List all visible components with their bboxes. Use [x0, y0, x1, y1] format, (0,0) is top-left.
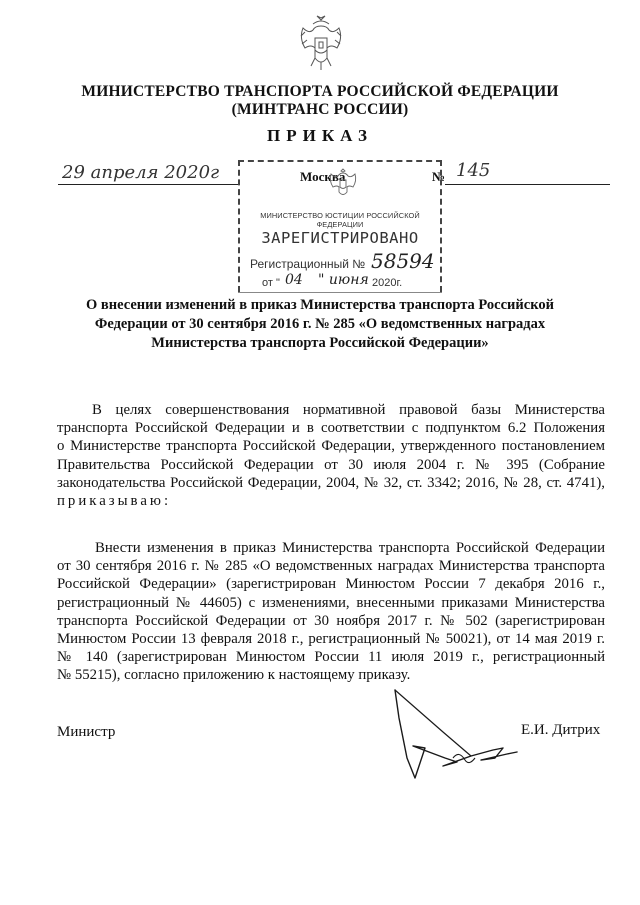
paragraph-line: транспорта Российской Федерации от 30 ноября 2017 г. № 502 (зарегистрирован — [57, 612, 605, 629]
order-heading: ПРИКАЗ — [267, 126, 373, 145]
signatory-name: Е.И. Дитрих — [521, 722, 601, 738]
stamp-date-prefix: от " — [262, 277, 280, 289]
coat-of-arms-emblem — [293, 14, 349, 74]
city-label: Москва — [300, 169, 346, 184]
stamp-border — [238, 160, 442, 164]
stamp-regnum-value: 58594 — [371, 249, 435, 273]
stamp-border — [238, 292, 442, 295]
ministry-name: МИНИСТЕРСТВО ТРАНСПОРТА РОССИЙСКОЙ ФЕДЕРАЦИИ — [81, 83, 559, 100]
title-line: Федерации от 30 сентября 2016 г. № 285 «О ведомственных наградах — [94, 316, 546, 332]
paragraph-line: Правительства Российской Федерации от 30 июля 2004 г. № 395 (Собрание — [57, 456, 605, 473]
ministry-short-name: (МИНТРАНС РОССИИ) — [231, 101, 409, 118]
order-paragraph — [57, 539, 605, 685]
stamp-ministry-name: МИНИСТЕРСТВО ЮСТИЦИИ РОССИЙСКОЙ ФЕДЕРАЦИИ — [260, 211, 420, 229]
paragraph-line: № 55215), согласно приложению к настоящему приказу. — [57, 667, 411, 684]
stamp-date-day: 04 — [285, 272, 303, 288]
title-line: Министерства транспорта Российской Федерации» — [151, 335, 489, 351]
stamp-regnum-label: Регистрационный № — [250, 257, 366, 271]
paragraph-line: от 30 сентября 2016 г. № 285 «О ведомственных наградах Министерства транспорта — [57, 558, 605, 575]
stamp-eagle-icon — [326, 168, 360, 198]
date-underline — [58, 184, 238, 185]
handwritten-date: 29 апреля 2020г — [62, 162, 220, 183]
paragraph-line: транспорта Российской Федерации и в соответствии с подпунктом 6.2 Положения — [57, 420, 605, 437]
preamble-paragraph — [57, 401, 605, 510]
stamp-date-year: 2020г. — [372, 277, 403, 289]
paragraph-line: № 140 (зарегистрирован Минюстом России 11 июля 2019 г., регистрационный — [57, 649, 605, 666]
paragraph-line: о Министерстве транспорта Российской Федерации, утвержденного постановлением — [57, 438, 605, 455]
paragraph-line: регистрационный № 44605) с изменениями, внесенными приказами Министерства — [57, 594, 605, 611]
order-word: приказываю: — [57, 493, 172, 510]
stamp-date-month: " июня — [318, 272, 369, 288]
document-title — [60, 296, 580, 353]
paragraph-line: законодательства Российской Федерации, 2004, № 32, ст. 3342; 2016, № 28, ст. 4741), — [57, 474, 605, 491]
paragraph-line: Внести изменения в приказ Министерства транспорта Российской Федерации — [95, 540, 605, 556]
signatory-position: Министр — [57, 724, 116, 740]
stamp-registered-label: ЗАРЕГИСТРИРОВАНО — [261, 229, 419, 247]
stamp-border — [440, 160, 445, 292]
handwritten-order-number: 145 — [456, 160, 491, 181]
title-line: О внесении изменений в приказ Министерства транспорта Российской — [86, 297, 554, 313]
paragraph-line: Российской Федерации» (зарегистрирован Минюстом России 7 декабря 2016 г., — [57, 576, 605, 593]
paragraph-line: Минюстом России 13 февраля 2018 г., регистрационный № 50021), от 14 мая 2019 г. — [57, 631, 605, 648]
handwritten-signature — [385, 688, 525, 788]
number-underline — [445, 184, 610, 185]
number-label: № — [432, 169, 446, 184]
paragraph-line: В целях совершенствования нормативной правовой базы Министерства — [92, 402, 605, 418]
